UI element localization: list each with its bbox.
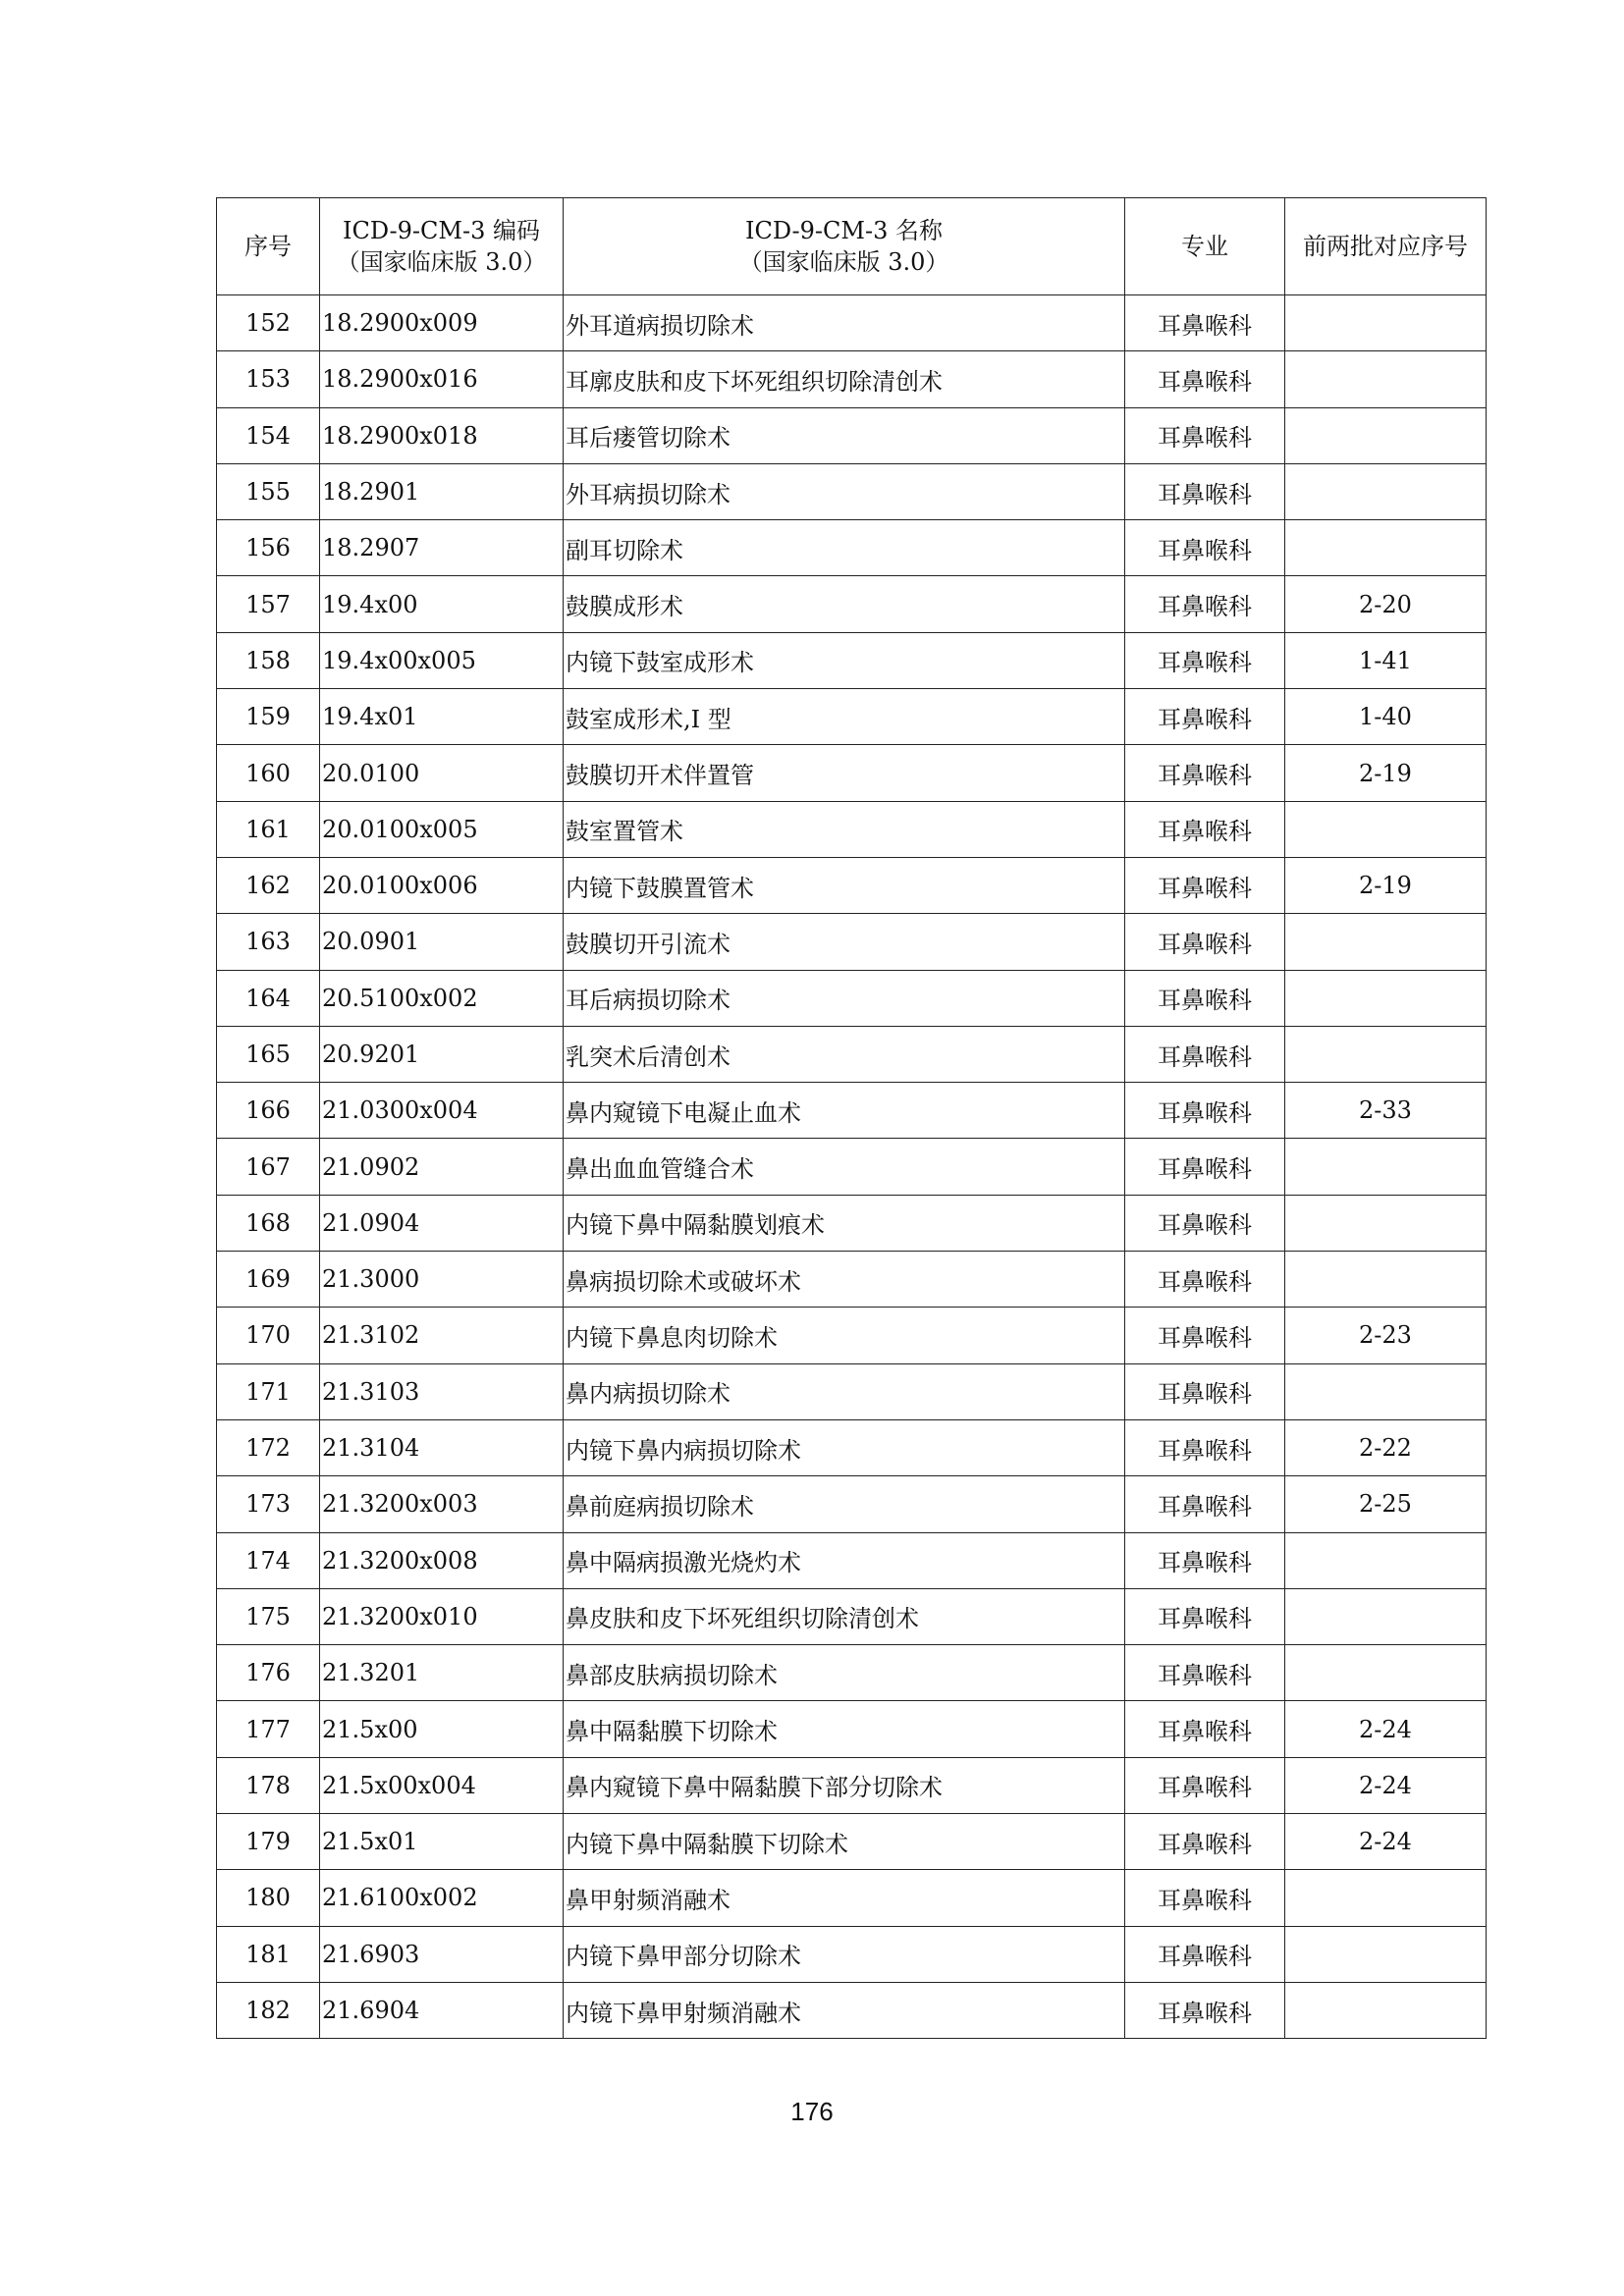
cell-prev: 1-40	[1285, 689, 1487, 745]
cell-prev	[1285, 407, 1487, 463]
cell-code: 20.0100x005	[320, 801, 564, 857]
cell-code: 21.5x00	[320, 1701, 564, 1757]
cell-code: 21.0902	[320, 1139, 564, 1195]
table-row	[217, 1308, 1487, 1363]
header-code-line1: ICD-9-CM-3 编码	[343, 217, 540, 244]
cell-dept: 耳鼻喉科	[1125, 1363, 1285, 1419]
table-row	[217, 689, 1487, 745]
cell-name: 内镜下鼻中隔黏膜划痕术	[564, 1195, 1125, 1251]
cell-prev	[1285, 1252, 1487, 1308]
cell-name: 耳后病损切除术	[564, 970, 1125, 1026]
cell-name: 鼻内窥镜下鼻中隔黏膜下部分切除术	[564, 1757, 1125, 1813]
cell-dept: 耳鼻喉科	[1125, 1476, 1285, 1532]
cell-no: 175	[217, 1588, 320, 1644]
cell-name: 鼻部皮肤病损切除术	[564, 1645, 1125, 1701]
cell-name: 内镜下鼻甲射频消融术	[564, 1982, 1125, 2038]
cell-code: 21.0904	[320, 1195, 564, 1251]
cell-name: 内镜下鼓膜置管术	[564, 857, 1125, 913]
cell-code: 20.0901	[320, 914, 564, 970]
cell-no: 152	[217, 295, 320, 351]
cell-name: 副耳切除术	[564, 520, 1125, 576]
cell-prev: 2-23	[1285, 1308, 1487, 1363]
page-number: 176	[790, 2097, 834, 2126]
cell-no: 181	[217, 1926, 320, 1982]
cell-name: 鼓膜切开术伴置管	[564, 745, 1125, 801]
cell-dept: 耳鼻喉科	[1125, 1026, 1285, 1082]
table-row	[217, 295, 1487, 351]
cell-dept: 耳鼻喉科	[1125, 1757, 1285, 1813]
cell-code: 21.3000	[320, 1252, 564, 1308]
cell-no: 159	[217, 689, 320, 745]
cell-name: 乳突术后清创术	[564, 1026, 1125, 1082]
cell-prev: 2-20	[1285, 576, 1487, 632]
cell-dept: 耳鼻喉科	[1125, 1588, 1285, 1644]
cell-name: 鼻内窥镜下电凝止血术	[564, 1083, 1125, 1139]
cell-dept: 耳鼻喉科	[1125, 1532, 1285, 1588]
cell-prev	[1285, 351, 1487, 407]
cell-no: 179	[217, 1814, 320, 1870]
cell-dept: 耳鼻喉科	[1125, 463, 1285, 519]
table-row	[217, 1870, 1487, 1926]
cell-no: 177	[217, 1701, 320, 1757]
cell-no: 163	[217, 914, 320, 970]
table-row	[217, 1701, 1487, 1757]
cell-dept: 耳鼻喉科	[1125, 689, 1285, 745]
cell-name: 耳后瘘管切除术	[564, 407, 1125, 463]
cell-no: 172	[217, 1419, 320, 1475]
cell-dept: 耳鼻喉科	[1125, 1814, 1285, 1870]
cell-prev	[1285, 1870, 1487, 1926]
cell-name: 鼻甲射频消融术	[564, 1870, 1125, 1926]
table-header-row	[217, 198, 1487, 295]
cell-name: 鼓膜切开引流术	[564, 914, 1125, 970]
cell-name: 外耳病损切除术	[564, 463, 1125, 519]
header-dept: 专业	[1125, 198, 1285, 295]
cell-name: 鼻中隔病损激光烧灼术	[564, 1532, 1125, 1588]
table-row	[217, 407, 1487, 463]
cell-prev: 2-24	[1285, 1701, 1487, 1757]
cell-name: 内镜下鼻内病损切除术	[564, 1419, 1125, 1475]
cell-code: 18.2907	[320, 520, 564, 576]
table-row	[217, 1026, 1487, 1082]
cell-no: 168	[217, 1195, 320, 1251]
cell-name: 鼻中隔黏膜下切除术	[564, 1701, 1125, 1757]
cell-name: 外耳道病损切除术	[564, 295, 1125, 351]
cell-dept: 耳鼻喉科	[1125, 1870, 1285, 1926]
cell-name: 鼓膜成形术	[564, 576, 1125, 632]
cell-prev: 2-25	[1285, 1476, 1487, 1532]
cell-code: 21.5x00x004	[320, 1757, 564, 1813]
cell-code: 21.3200x008	[320, 1532, 564, 1588]
cell-no: 156	[217, 520, 320, 576]
cell-prev	[1285, 1982, 1487, 2038]
cell-no: 171	[217, 1363, 320, 1419]
cell-code: 21.3201	[320, 1645, 564, 1701]
cell-prev	[1285, 1139, 1487, 1195]
table-row	[217, 576, 1487, 632]
table-row	[217, 970, 1487, 1026]
cell-dept: 耳鼻喉科	[1125, 1139, 1285, 1195]
cell-dept: 耳鼻喉科	[1125, 407, 1285, 463]
cell-dept: 耳鼻喉科	[1125, 1645, 1285, 1701]
cell-prev	[1285, 1926, 1487, 1982]
cell-no: 162	[217, 857, 320, 913]
cell-prev	[1285, 520, 1487, 576]
table-row	[217, 632, 1487, 688]
cell-code: 21.0300x004	[320, 1083, 564, 1139]
cell-prev	[1285, 1645, 1487, 1701]
cell-no: 164	[217, 970, 320, 1026]
table-row	[217, 351, 1487, 407]
cell-prev	[1285, 1026, 1487, 1082]
cell-code: 18.2900x009	[320, 295, 564, 351]
cell-no: 180	[217, 1870, 320, 1926]
cell-dept: 耳鼻喉科	[1125, 1926, 1285, 1982]
cell-name: 内镜下鼻中隔黏膜下切除术	[564, 1814, 1125, 1870]
cell-code: 21.3104	[320, 1419, 564, 1475]
cell-no: 169	[217, 1252, 320, 1308]
cell-code: 19.4x01	[320, 689, 564, 745]
table-row	[217, 914, 1487, 970]
table-row	[217, 1476, 1487, 1532]
cell-no: 166	[217, 1083, 320, 1139]
cell-prev	[1285, 1363, 1487, 1419]
cell-prev	[1285, 1588, 1487, 1644]
header-name-line2: （国家临床版 3.0）	[738, 248, 949, 276]
table-row	[217, 1419, 1487, 1475]
cell-prev	[1285, 801, 1487, 857]
cell-dept: 耳鼻喉科	[1125, 1083, 1285, 1139]
cell-code: 20.5100x002	[320, 970, 564, 1026]
table-row	[217, 745, 1487, 801]
header-code	[320, 198, 564, 295]
cell-code: 21.3200x010	[320, 1588, 564, 1644]
cell-no: 182	[217, 1982, 320, 2038]
cell-no: 174	[217, 1532, 320, 1588]
cell-prev	[1285, 463, 1487, 519]
header-no: 序号	[217, 198, 320, 295]
cell-no: 165	[217, 1026, 320, 1082]
cell-no: 173	[217, 1476, 320, 1532]
cell-prev: 2-22	[1285, 1419, 1487, 1475]
cell-dept: 耳鼻喉科	[1125, 295, 1285, 351]
table-row	[217, 1757, 1487, 1813]
cell-no: 158	[217, 632, 320, 688]
header-prev: 前两批对应序号	[1285, 198, 1487, 295]
cell-code: 18.2900x018	[320, 407, 564, 463]
cell-dept: 耳鼻喉科	[1125, 1252, 1285, 1308]
cell-no: 160	[217, 745, 320, 801]
cell-prev: 1-41	[1285, 632, 1487, 688]
cell-dept: 耳鼻喉科	[1125, 1982, 1285, 2038]
cell-no: 161	[217, 801, 320, 857]
cell-no: 154	[217, 407, 320, 463]
table-row	[217, 1814, 1487, 1870]
cell-code: 21.3103	[320, 1363, 564, 1419]
cell-prev	[1285, 970, 1487, 1026]
cell-name: 内镜下鼓室成形术	[564, 632, 1125, 688]
cell-code: 20.0100x006	[320, 857, 564, 913]
table-row	[217, 801, 1487, 857]
cell-prev	[1285, 1532, 1487, 1588]
cell-dept: 耳鼻喉科	[1125, 1701, 1285, 1757]
header-name-line1: ICD-9-CM-3 名称	[745, 217, 943, 244]
cell-dept: 耳鼻喉科	[1125, 1195, 1285, 1251]
cell-dept: 耳鼻喉科	[1125, 914, 1285, 970]
table-row	[217, 857, 1487, 913]
cell-code: 18.2900x016	[320, 351, 564, 407]
cell-name: 鼻前庭病损切除术	[564, 1476, 1125, 1532]
cell-name: 鼓室成形术,I 型	[564, 689, 1125, 745]
cell-code: 20.0100	[320, 745, 564, 801]
cell-name: 内镜下鼻息肉切除术	[564, 1308, 1125, 1363]
cell-prev: 2-19	[1285, 857, 1487, 913]
cell-dept: 耳鼻喉科	[1125, 632, 1285, 688]
cell-name: 鼻皮肤和皮下坏死组织切除清创术	[564, 1588, 1125, 1644]
cell-no: 170	[217, 1308, 320, 1363]
table-row	[217, 1083, 1487, 1139]
cell-dept: 耳鼻喉科	[1125, 745, 1285, 801]
cell-prev: 2-33	[1285, 1083, 1487, 1139]
cell-no: 153	[217, 351, 320, 407]
cell-dept: 耳鼻喉科	[1125, 970, 1285, 1026]
cell-prev: 2-24	[1285, 1757, 1487, 1813]
cell-code: 21.3102	[320, 1308, 564, 1363]
cell-name: 耳廓皮肤和皮下坏死组织切除清创术	[564, 351, 1125, 407]
cell-code: 19.4x00	[320, 576, 564, 632]
table-row	[217, 520, 1487, 576]
cell-name: 鼻病损切除术或破坏术	[564, 1252, 1125, 1308]
table-row	[217, 1363, 1487, 1419]
cell-code: 19.4x00x005	[320, 632, 564, 688]
icd-procedure-table	[216, 197, 1487, 2039]
cell-prev	[1285, 914, 1487, 970]
cell-no: 167	[217, 1139, 320, 1195]
cell-name: 内镜下鼻甲部分切除术	[564, 1926, 1125, 1982]
cell-name: 鼻内病损切除术	[564, 1363, 1125, 1419]
table-row	[217, 1252, 1487, 1308]
cell-no: 157	[217, 576, 320, 632]
cell-dept: 耳鼻喉科	[1125, 801, 1285, 857]
table-row	[217, 1532, 1487, 1588]
cell-name: 鼻出血血管缝合术	[564, 1139, 1125, 1195]
cell-dept: 耳鼻喉科	[1125, 520, 1285, 576]
cell-no: 155	[217, 463, 320, 519]
cell-dept: 耳鼻喉科	[1125, 1308, 1285, 1363]
table-row	[217, 1926, 1487, 1982]
cell-prev	[1285, 295, 1487, 351]
cell-dept: 耳鼻喉科	[1125, 857, 1285, 913]
header-code-line2: （国家临床版 3.0）	[336, 248, 547, 276]
cell-code: 21.6903	[320, 1926, 564, 1982]
table-body	[217, 295, 1487, 2039]
cell-prev: 2-24	[1285, 1814, 1487, 1870]
table-row	[217, 1195, 1487, 1251]
cell-name: 鼓室置管术	[564, 801, 1125, 857]
table-row	[217, 1588, 1487, 1644]
cell-code: 21.6904	[320, 1982, 564, 2038]
table-row	[217, 1645, 1487, 1701]
cell-dept: 耳鼻喉科	[1125, 576, 1285, 632]
cell-prev: 2-19	[1285, 745, 1487, 801]
cell-prev	[1285, 1195, 1487, 1251]
cell-code: 21.3200x003	[320, 1476, 564, 1532]
cell-code: 21.5x01	[320, 1814, 564, 1870]
table-row	[217, 1139, 1487, 1195]
cell-no: 178	[217, 1757, 320, 1813]
cell-code: 20.9201	[320, 1026, 564, 1082]
table-row	[217, 463, 1487, 519]
cell-no: 176	[217, 1645, 320, 1701]
cell-dept: 耳鼻喉科	[1125, 351, 1285, 407]
cell-code: 21.6100x002	[320, 1870, 564, 1926]
table-row	[217, 1982, 1487, 2038]
cell-dept: 耳鼻喉科	[1125, 1419, 1285, 1475]
header-name	[564, 198, 1125, 295]
cell-code: 18.2901	[320, 463, 564, 519]
